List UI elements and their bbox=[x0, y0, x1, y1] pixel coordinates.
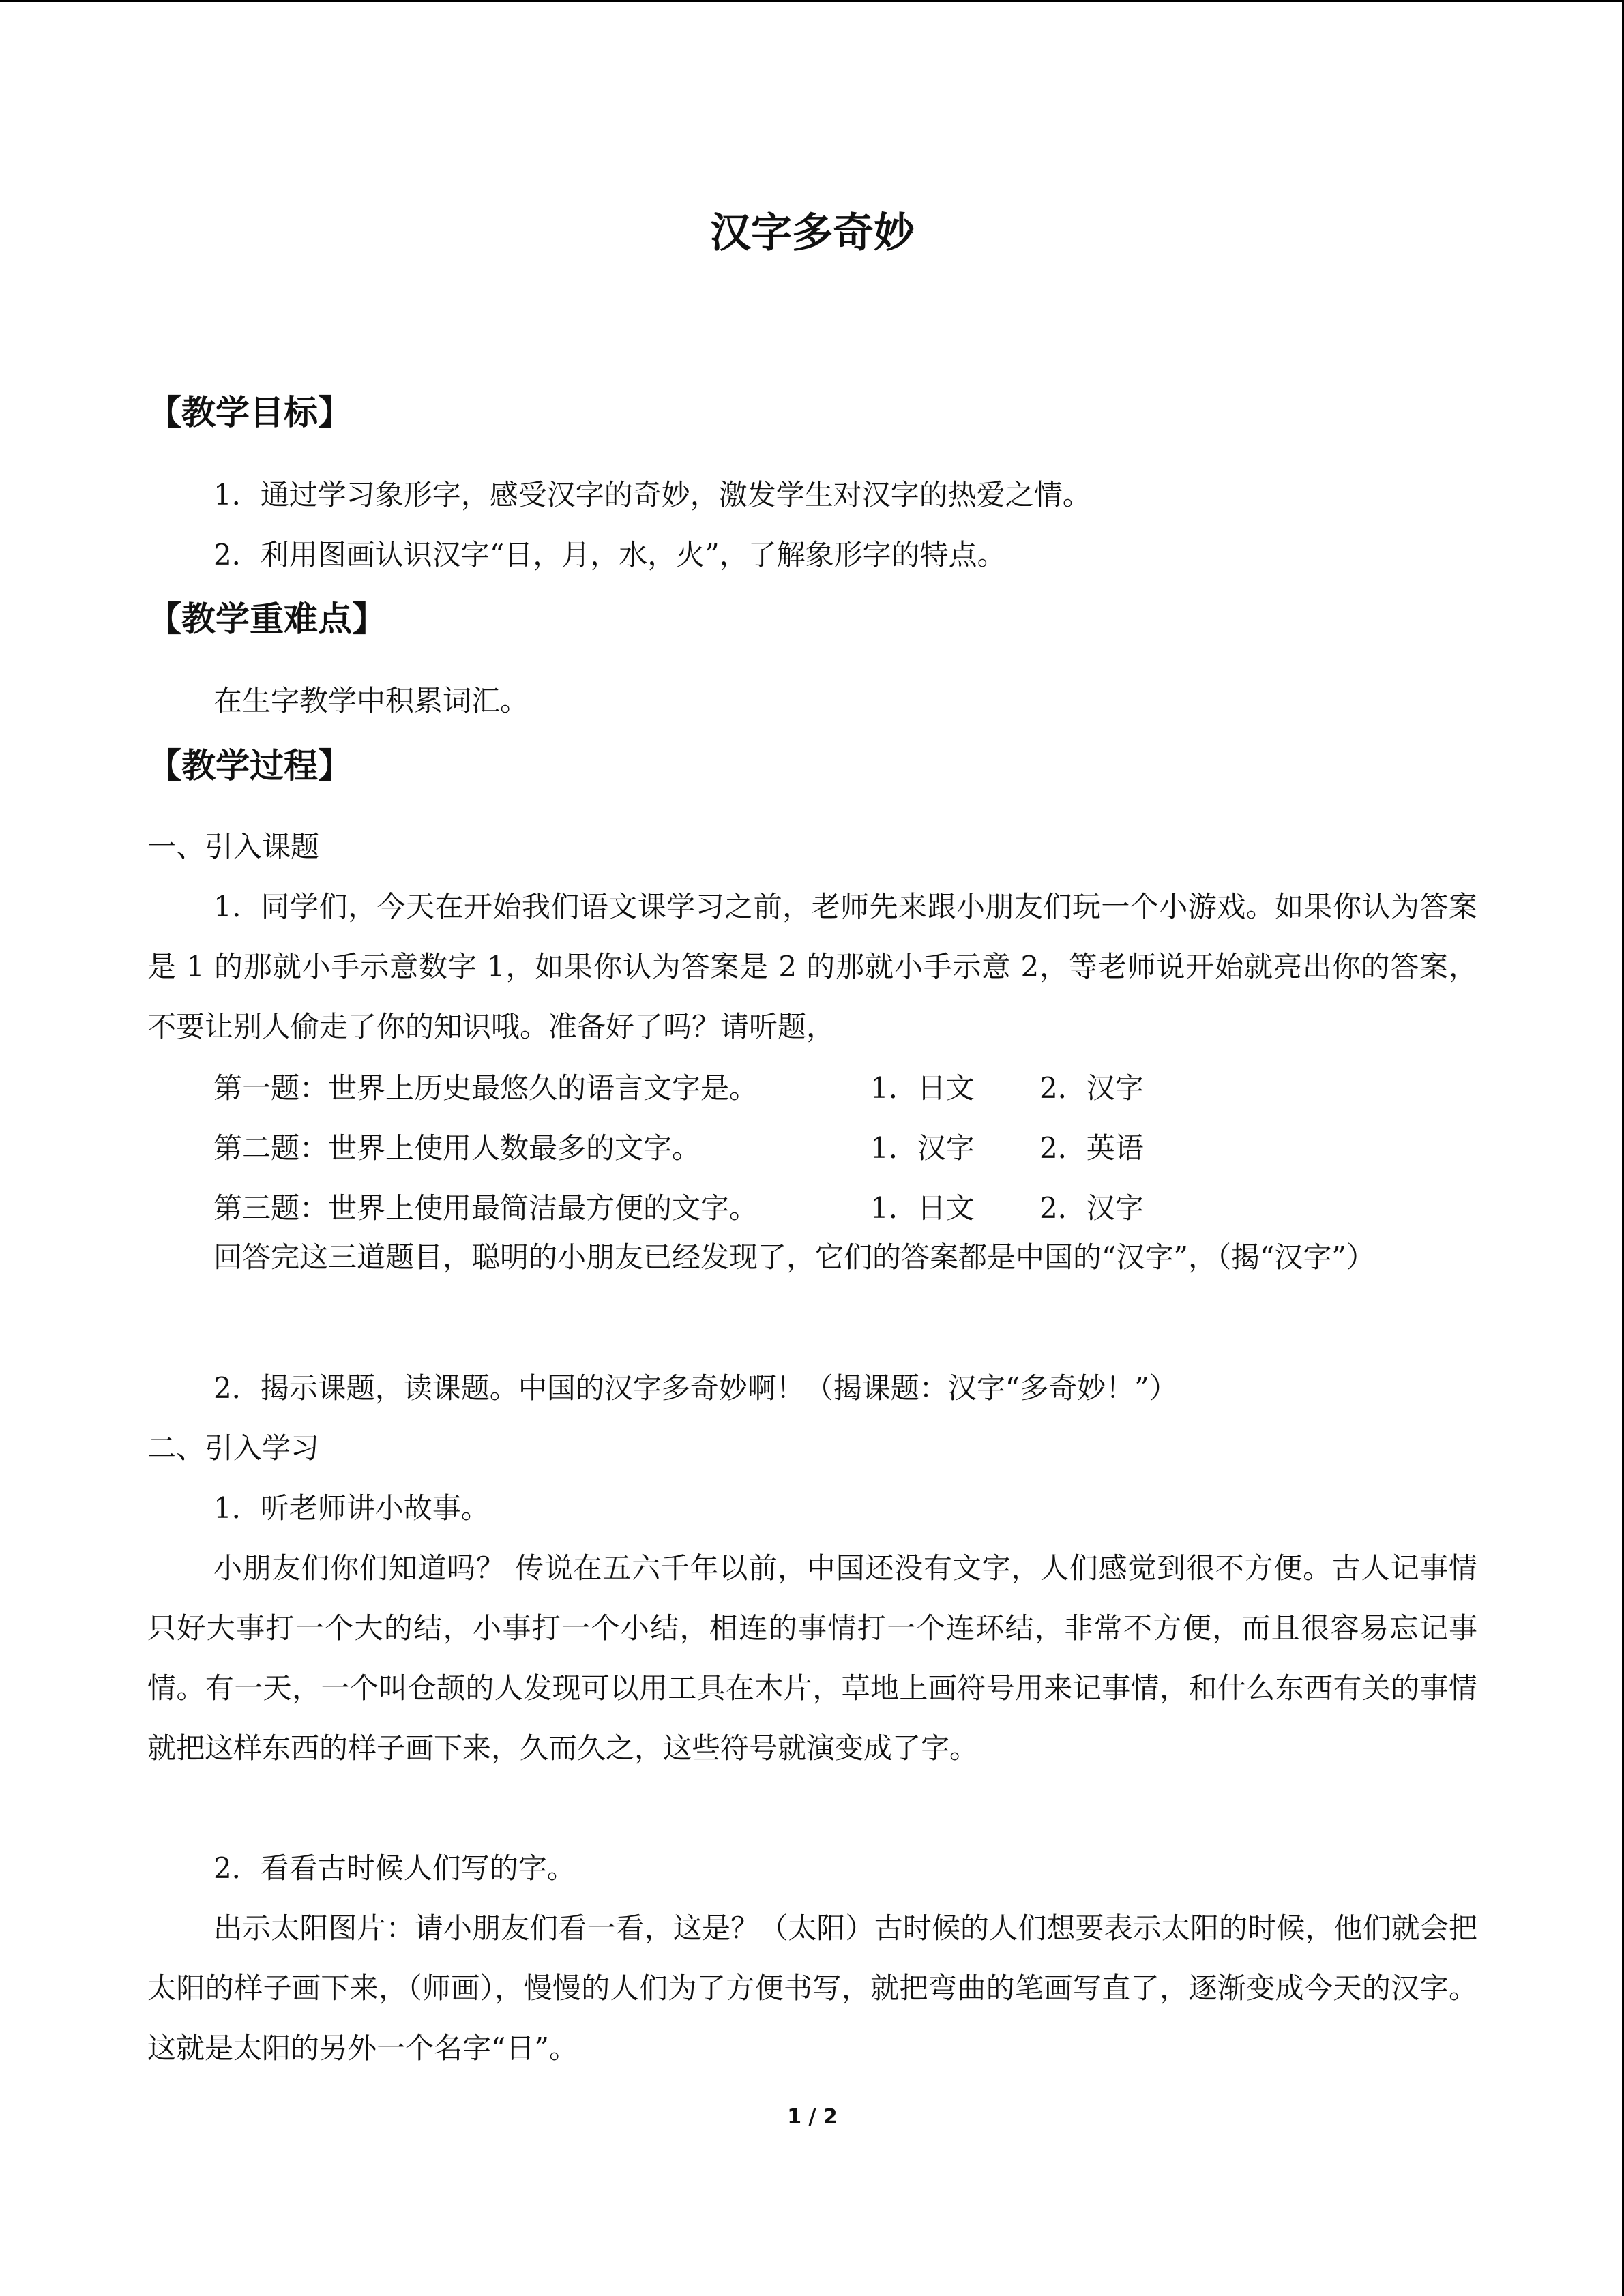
question-row-2 bbox=[213, 1128, 1373, 1169]
question-1-option-1: 1．日文 bbox=[870, 1071, 975, 1105]
part2-item-2: 2．看看古时候人们写的字。 bbox=[213, 1851, 576, 1885]
part2-sun-paragraph: 出示太阳图片：请小朋友们看一看，这是？（太阳）古时候的人们想要表示太阳的时候，他们就会把太阳的样子画下来，（师画），慢慢的人们为了方便书写，就把弯曲的笔画写直了，逐渐变成今天的汉字。这就是太阳的另外一个名字“日”。 bbox=[147, 1911, 1477, 2065]
process-heading: 【教学过程】 bbox=[147, 746, 352, 786]
document-page bbox=[147, 0, 1477, 2296]
question-1-option-2: 2．汉字 bbox=[1039, 1071, 1144, 1105]
question-row-3 bbox=[213, 1188, 1373, 1229]
question-2-text: 第二题：世界上使用人数最多的文字。 bbox=[213, 1131, 701, 1165]
question-2-option-2: 2．英语 bbox=[1039, 1131, 1144, 1165]
part2-story-paragraph: 小朋友们你们知道吗？ 传说在五六千年以前，中国还没有文字，人们感觉到很不方便。古人记事情只好大事打一个大的结，小事打一个小结，相连的事情打一个连环结，非常不方便，而且很容易忘记事情。有一天，一个叫仓颉的人发现可以用工具在木片，草地上画符号用来记事情，和什么东西有关的事情就把这样东西的样子画下来，久而久之，这些符号就演变成了字。 bbox=[147, 1551, 1477, 1765]
part1-paragraph-3: 2．揭示课题，读课题。中国的汉字多奇妙啊！（揭课题：汉字“多奇妙！”） bbox=[213, 1371, 1178, 1405]
question-3-option-2: 2．汉字 bbox=[1039, 1191, 1144, 1225]
part1-title: 一、引入课题 bbox=[147, 830, 320, 863]
part2-item-1: 1．听老师讲小故事。 bbox=[213, 1491, 490, 1525]
page-title: 汉字多奇妙 bbox=[710, 209, 915, 257]
part1-paragraph-1: 1．同学们，今天在开始我们语文课学习之前，老师先来跟小朋友们玩一个小游戏。如果你认为答案是 1 的那就小手示意数字 1，如果你认为答案是 2 的那就小手示意 2，等老师说开始就亮出你的答案，不要让别人偷走了你的知识哦。准备好了吗？请听题， bbox=[147, 890, 1477, 1043]
question-2-option-1: 1．汉字 bbox=[870, 1131, 975, 1165]
objective-item-1: 1．通过学习象形字，感受汉字的奇妙，激发学生对汉字的热爱之情。 bbox=[213, 478, 1091, 511]
key-points-heading: 【教学重难点】 bbox=[147, 599, 386, 639]
question-3-option-1: 1．日文 bbox=[870, 1191, 975, 1225]
question-1-text: 第一题：世界上历史最悠久的语言文字是。 bbox=[213, 1071, 758, 1105]
question-3-text: 第三题：世界上使用最简洁最方便的文字。 bbox=[213, 1191, 758, 1225]
key-points-text: 在生字教学中积累词汇。 bbox=[213, 684, 529, 717]
question-row-1 bbox=[213, 1068, 1373, 1109]
page-number: 1 / 2 bbox=[787, 2105, 838, 2129]
part1-paragraph-2: 回答完这三道题目，聪明的小朋友已经发现了，它们的答案都是中国的“汉字”，（揭“汉字”） bbox=[213, 1240, 1375, 1274]
objectives-heading: 【教学目标】 bbox=[147, 393, 352, 432]
part2-title: 二、引入学习 bbox=[147, 1431, 320, 1465]
objective-item-2: 2．利用图画认识汉字“日，月，水，火”，了解象形字的特点。 bbox=[213, 538, 1006, 571]
